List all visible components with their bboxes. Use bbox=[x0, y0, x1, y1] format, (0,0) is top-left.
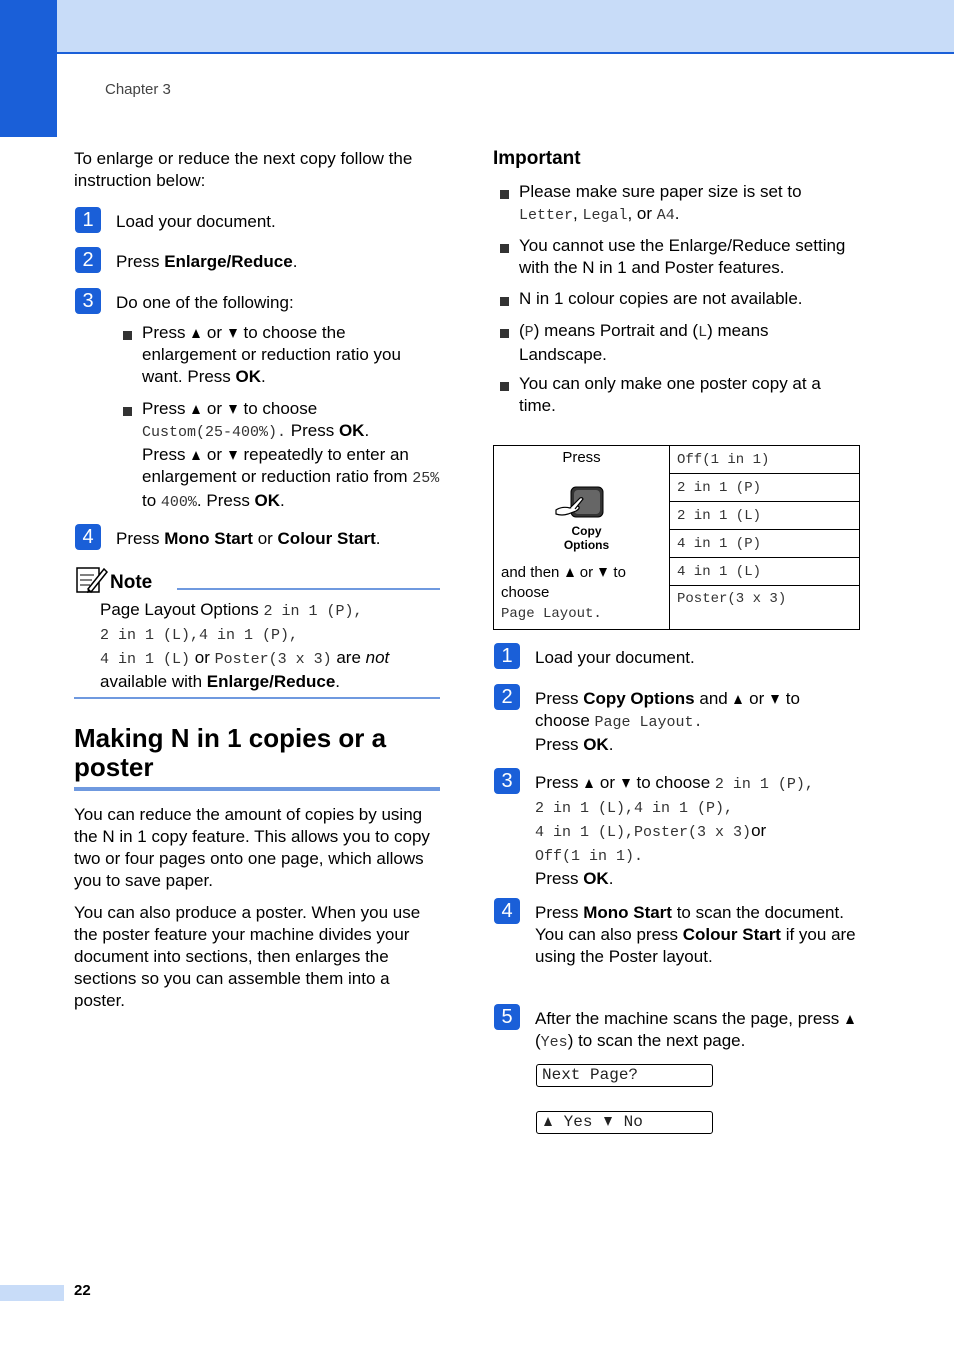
up-arrow-icon bbox=[734, 695, 742, 704]
step-number-3: 3 bbox=[494, 768, 520, 794]
paragraph-1: You can reduce the amount of copies by using the N in 1 copy feature. This allows you to copy two or four pages onto one page, which allows you to save paper. bbox=[74, 805, 430, 890]
up-arrow-icon bbox=[585, 779, 593, 788]
bullet-square bbox=[500, 186, 519, 206]
right-step-1-text: Load your document. bbox=[535, 648, 695, 667]
step-3-text: Do one of the following: bbox=[116, 293, 294, 312]
up-arrow-icon bbox=[846, 1015, 854, 1024]
section-title: Making N in 1 copies or a poster bbox=[74, 723, 387, 782]
step-number-2: 2 bbox=[494, 684, 520, 710]
layout-options-table bbox=[493, 445, 860, 630]
option-2-in-1-p: 2 in 1 (P) bbox=[670, 474, 860, 502]
lcd-next-page: Next Page? bbox=[536, 1064, 713, 1087]
up-arrow-icon bbox=[192, 451, 200, 460]
important-title: Important bbox=[493, 148, 581, 169]
step-number-3: 3 bbox=[75, 288, 101, 314]
right-step-4-text: Press Mono Start to scan the document. You can also press Colour Start if you are using the Poster layout. bbox=[535, 903, 856, 966]
down-arrow-icon bbox=[229, 405, 237, 414]
copy-options-icon-label: Copy Options bbox=[563, 524, 610, 552]
step-4-text: Press Mono Start or Colour Start. bbox=[116, 529, 381, 548]
copy-options-button-icon bbox=[554, 484, 608, 529]
step-number-1: 1 bbox=[75, 207, 101, 233]
then-instruction: and then or to choose Page Layout. bbox=[501, 564, 626, 622]
step-number-2: 2 bbox=[75, 247, 101, 273]
up-arrow-icon bbox=[192, 329, 200, 338]
option-4-in-1-p: 4 in 1 (P) bbox=[670, 530, 860, 558]
bullet-square bbox=[500, 240, 519, 260]
right-step-3-text: Press or to choose 2 in 1 (P), 2 in 1 (L),4 in 1 (P), 4 in 1 (L),Poster(3 x 3)or Off(1 in 1). Press OK. bbox=[535, 773, 814, 888]
note-rule bbox=[177, 588, 440, 590]
down-arrow-icon bbox=[229, 329, 237, 338]
step-2-text: Press Enlarge/Reduce. bbox=[116, 252, 298, 271]
bullet-square bbox=[500, 325, 519, 345]
bullet-square bbox=[500, 378, 519, 398]
up-arrow-icon bbox=[566, 568, 574, 577]
sub-bullet-1: Press or to choose the enlargement or reduction ratio you want. Press OK. bbox=[142, 323, 401, 386]
chapter-label: Chapter 3 bbox=[105, 81, 171, 98]
lcd-yes-no: Yes No bbox=[536, 1111, 713, 1134]
sub-bullet-2: Press or to choose Custom(25-400%). Press OK. Press or repeatedly to enter an enlargement or reduction ratio from 25% to 400%. Press OK. bbox=[142, 399, 440, 511]
right-step-2-text: Press Copy Options and or to choose Page Layout. Press OK. bbox=[535, 689, 800, 754]
important-item-1: Please make sure paper size is set to Letter, Legal, or A4. bbox=[519, 182, 802, 224]
down-arrow-icon bbox=[771, 695, 779, 704]
press-label: Press bbox=[562, 449, 601, 466]
option-poster-3x3: Poster(3 x 3) bbox=[670, 586, 860, 630]
down-arrow-icon bbox=[599, 568, 607, 577]
paragraph-2: You can also produce a poster. When you use the poster feature your machine divides your document into sections, then enlarges the sections so you can assemble them into a poster. bbox=[74, 903, 421, 1010]
chapter-tab bbox=[0, 0, 57, 137]
intro-text: To enlarge or reduce the next copy follow the instruction below: bbox=[74, 149, 413, 190]
note-bottom-rule bbox=[74, 697, 440, 699]
up-arrow-icon bbox=[192, 405, 200, 414]
step-number-1: 1 bbox=[494, 643, 520, 669]
note-pencil-icon bbox=[76, 565, 108, 600]
footer-band bbox=[0, 1285, 64, 1301]
bullet-square bbox=[123, 327, 142, 347]
page-number: 22 bbox=[74, 1282, 91, 1299]
important-item-5: You can only make one poster copy at a time. bbox=[519, 374, 821, 415]
note-title: Note bbox=[110, 572, 153, 593]
important-item-4: (P) means Portrait and (L) means Landscape. bbox=[519, 321, 769, 364]
section-title-rule bbox=[74, 787, 440, 791]
down-arrow-icon bbox=[622, 779, 630, 788]
note-text: Page Layout Options 2 in 1 (P), 2 in 1 (L),4 in 1 (P), 4 in 1 (L) or Poster(3 x 3) are not available with Enlarge/Reduce. bbox=[100, 600, 390, 691]
option-2-in-1-l: 2 in 1 (L) bbox=[670, 502, 860, 530]
up-arrow-icon bbox=[544, 1117, 552, 1126]
bullet-square bbox=[500, 293, 519, 313]
important-item-2: You cannot use the Enlarge/Reduce setting with the N in 1 and Poster features. bbox=[519, 236, 846, 277]
important-item-3: N in 1 colour copies are not available. bbox=[519, 289, 803, 308]
down-arrow-icon bbox=[229, 451, 237, 460]
bullet-square bbox=[123, 403, 142, 423]
header-band bbox=[0, 0, 954, 54]
step-1-text: Load your document. bbox=[116, 212, 276, 231]
step-number-4: 4 bbox=[494, 898, 520, 924]
step-number-4: 4 bbox=[75, 524, 101, 550]
press-instruction-cell bbox=[494, 446, 670, 630]
step-number-5: 5 bbox=[494, 1004, 520, 1030]
option-4-in-1-l: 4 in 1 (L) bbox=[670, 558, 860, 586]
option-off-1-in-1: Off(1 in 1) bbox=[670, 446, 860, 474]
right-step-5-text: After the machine scans the page, press (Yes) to scan the next page. bbox=[535, 1008, 865, 1054]
down-arrow-icon bbox=[604, 1117, 612, 1126]
